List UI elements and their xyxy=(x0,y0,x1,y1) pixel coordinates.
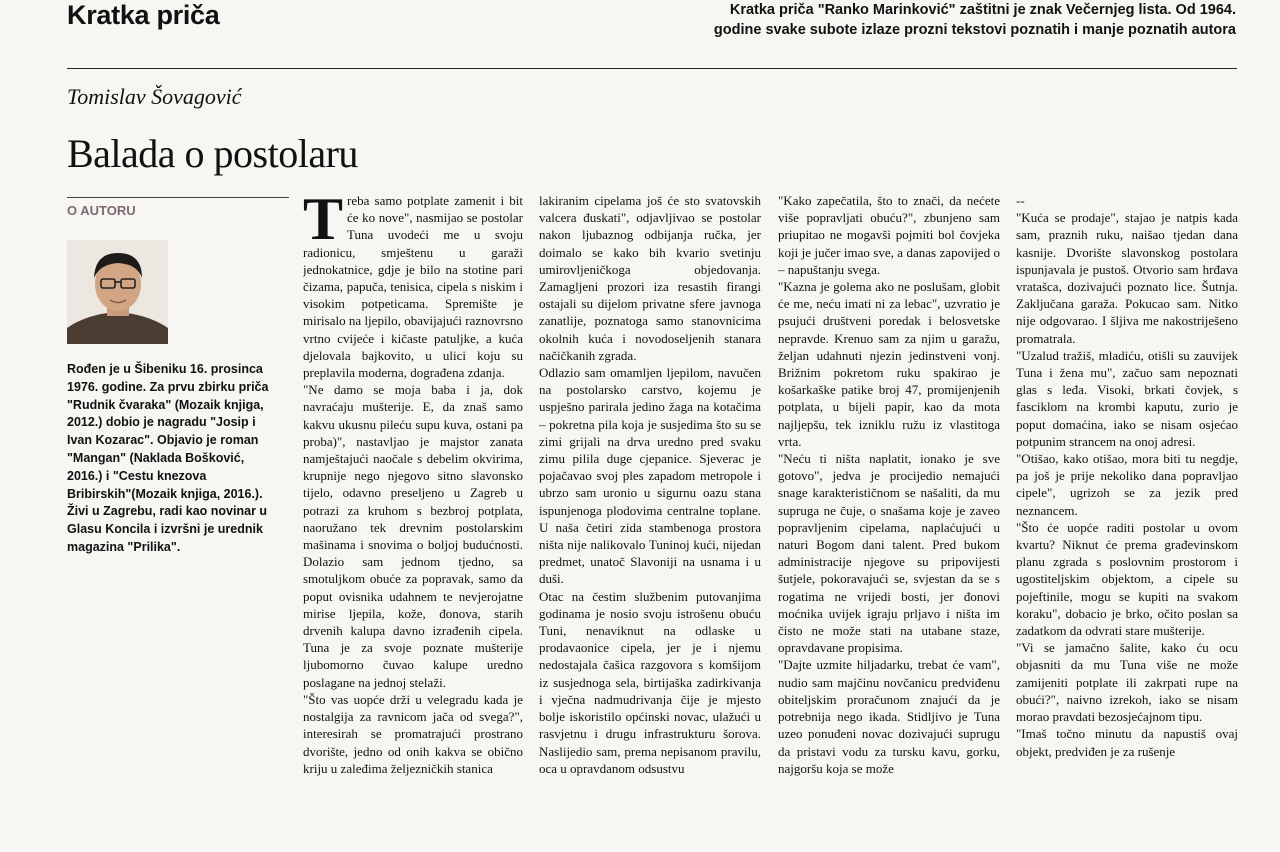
paragraph: lakiranim cipelama još će sto svatovskih valcera đuskati", odjavljivao se postolar nakon ljubaznog odbijanja ručka, jer doimalo se kako bih kvario svetinju umirovljeničkoga objedovanja. Zamagljeni prozori iza resastih firangi ostajali su dijelom privatne sfere javnoga zanatlije, poznatoga samo stanovnicima okolnih kuća i novodoseljenih stanara načičkanih zgrada. xyxy=(539,193,761,363)
paragraph: reba samo potplate zamenit i bit će ko nove", nasmijao se postolar Tuna uvodeći me u svoju radionicu, smještenu u garaži jednokatnice, gdje je bilo na stotine pari čizama, papuča, tenisica, cipela s niskim i visokim potpeticama. Spremište je mirisalo na ljepilo, obavijajući raznovrsno vrtno cvijeće i kičaste patuljke, a kuća djelovala bajkovito, u ulici koju su preplavila moderna, dograđena zdanja. xyxy=(303,193,523,381)
article-column-3 xyxy=(778,192,1000,852)
author-portrait-icon xyxy=(67,240,168,344)
paragraph: "Imaš točno minutu da napustiš ovaj objekt, predviđen je za rušenje xyxy=(1016,726,1238,759)
about-heading: O AUTORU xyxy=(67,203,136,218)
about-divider xyxy=(67,197,289,198)
masthead-note xyxy=(676,0,1236,40)
paragraph: "Što vas uopće drži u velegradu kada je nostalgija za ravnicom jača od svega?", interesirah se promatrajući prostrano dvorište, jedno od onih kakva se obično kriju u zaleđima željezničkih stanica xyxy=(303,691,523,776)
paragraph: "Ne damo se moja baba i ja, dok navraćaju mušterije. E, da znaš samo kakvu ukusnu pileću supu kuva, ostani pa proba)", nastavljao je majstor zanata namještajući naočale s debelim okvirima, krupnije nego njegovo sitno slavonsko tijelo, odavno preseljeno u Zagreb u potrazi za kruhom s bezbroj potplata, naoružano tek drevnim postolarskim mašinama i snovima o boljoj budućnosti. Dolazio sam jednom tjedno, sa smotuljkom obuće za popravak, samo da poput ovisnika udahnem te nevjerojatne mirise ljepila, kože, đonova, starih drvenih kalupa davno izrađenih cipela. Tuna je za svoje poznate mušterije ljubomorno čuvao kalupe uredno poslagane na jednoj stelaži. xyxy=(303,382,523,690)
header-divider xyxy=(67,68,1237,69)
article-column-1 xyxy=(303,192,523,852)
author-bio: Rođen je u Šibeniku 16. prosinca 1976. godine. Za prvu zbirku priča "Rudnik čvaraka" (Mozaik knjiga, 2012.) dobio je nagradu "Josip i Ivan Kozarac". Objavio je roman "Mangan" (Naklada Bošković, 2016.) i "Cestu knezova Bribirskih"(Mozaik knjiga, 2016.). Živi u Zagrebu, radi kao novinar u Glasu Koncila i izvršni je urednik magazina "Prilika". xyxy=(67,362,269,554)
article-author: Tomislav Šovagović xyxy=(67,84,242,109)
section-label: Kratka priča xyxy=(67,0,220,30)
masthead-note-line1: Kratka priča "Ranko Marinković" zaštitni je znak Večernjeg lista. Od 1964. xyxy=(729,2,1236,18)
article-column-2 xyxy=(539,192,761,852)
article-title: Balada o postolaru xyxy=(67,131,358,176)
paragraph: "Kako zapečatila, što to znači, da nećete više popravljati obuću?", zbunjeno sam priupitao ne mogavši pojmiti bol čovjeka koji je jučer imao sve, a danas zapovijed o – napuštanju svega. xyxy=(778,193,1000,277)
paragraph: Odlazio sam omamljen ljepilom, navučen na postolarsko carstvo, kojemu je uspješno parirala jedino žaga na kotačima – pokretna pila koja je susjedima što su se zimi grijali na drva uredno pred svaku zimu pilila duge cjepanice. Sjeverac je pojačavao svoj ples zapadom metropole i ubrzo sam uronio u sigurnu oazu stana ispunjenoga plodovima centralne toplane. U naša četiri zida stambenoga prostora ništa nije nalikovalo Tuninoj kući, nijedan predmet, unatoč Slavoniji na usnama i u duši. xyxy=(539,365,761,587)
paragraph: "Što će uopće raditi postolar u ovom kvartu? Niknut će prema građevinskom planu zgrada s poslovnim prostorom i ugostiteljskim objektom, a cipele su pojeftinile, mogu se kupiti na svakom koraku", dobacio je brko, očito poslan sa zadatkom da odvrati stare mušterije. xyxy=(1016,519,1238,639)
paragraph: "Dajte uzmite hiljadarku, trebat će vam", nudio sam majčinu novčanicu predviđenu obiteljskim proračunom znajući da je potrebnija nego ikada. Stidljivo je Tuna uzeo ponuđeni novac dozivajući suprugu da pristavi vodu za tursku kavu, gorku, najgoršu koja se može xyxy=(778,657,1000,776)
masthead-note-line2: godine svake subote izlaze prozni tekstovi poznatih i manje poznatih autora xyxy=(713,22,1236,38)
paragraph: "Vi se jamačno šalite, kako ću ocu objasniti da mu Tuna više ne može zamijeniti potplate ili zakrpati rupe na obući?", naivno izrekoh, iako se nisam morao pravdati bezosjećajnom tipu. xyxy=(1016,640,1238,725)
paragraph: "Neću ti ništa naplatit, ionako je sve gotovo", jedva je procijedio nemajući snage karakterističnom se našaliti, da mu supruga ne čuje, o snašama koje je zaveo popravljenim cipelama, naplaćujući u naturi Bogom dani talent. Pred bukom administracije njegove su pripovijesti šutjele, pokoravajući se, svjestan da se s rogatima ne vrijedi bosti, jer đonovi moćnika uvijek igraju prljavo i ništa im čisto ne može stati na utabane staze, opravdavane propisima. xyxy=(778,451,1000,656)
paragraph: "Kazna je golema ako ne poslušam, globit će me, neću imati ni za lebac", uzvratio je psujući društveni poredak i belosvetske nepravde. Krenuo sam za njim u garažu, željan udahnuti njezin jedinstveni vonj. Brižnim pokretom ruku spakirao je košarkaške patike broj 47, promijenjenih potplata, u bijeli papir, kao da mota najljepšu, tek izniklu ružu iz vlastitoga vrta. xyxy=(778,279,1000,449)
author-photo xyxy=(67,240,168,344)
drop-cap: T xyxy=(303,192,344,252)
paragraph: "Otišao, kako otišao, mora biti tu negdje, pa još je prije nekoliko dana popravljao cipele", ugrizoh se za jezik pred neznancem. xyxy=(1016,451,1238,518)
paragraph: "Uzalud tražiš, mladiću, otišli su zauvijek Tuna i žena mu", začuo sam nepoznati glas s leđa. Visoki, brkati čovjek, s fasciklom na krombi kaputu, zurio je poput domaćina, iako se nisam osjećao potpunim strancem na onoj adresi. xyxy=(1016,347,1238,449)
article-column-4 xyxy=(1016,192,1238,852)
paragraph: -- xyxy=(1016,193,1025,208)
paragraph: Otac na čestim službenim putovanjima godinama je nosio svoju istrošenu obuću Tuni, nenaviknut na odlaske u prodavaonice cipela, jer je i njemu nedostajala čašica razgovora s komšijom iz susjednoga sela, birtijaška zadirkivanja i vječna nadmudrivanja čije je mjesto bolje iskoristilo općinski novac, ulažući u rasvjetnu i drugu infrastrukturu šorova. Naslijedio sam, prema nepisanom pravilu, oca u opravdanom odsustvu xyxy=(539,588,761,776)
paragraph: "Kuća se prodaje", stajao je natpis kada sam, praznih ruku, naišao tjedan dana kasnije. Dvorište slavonskog postolara ispunjavala je pustoš. Otvorio sam hrđava vratašca, dozivajući poznato lice. Šutnja. Zaključana garaža. Pokucao sam. Nitko nije odgovarao. I šljiva me nakostriješeno promatrala. xyxy=(1016,210,1238,346)
